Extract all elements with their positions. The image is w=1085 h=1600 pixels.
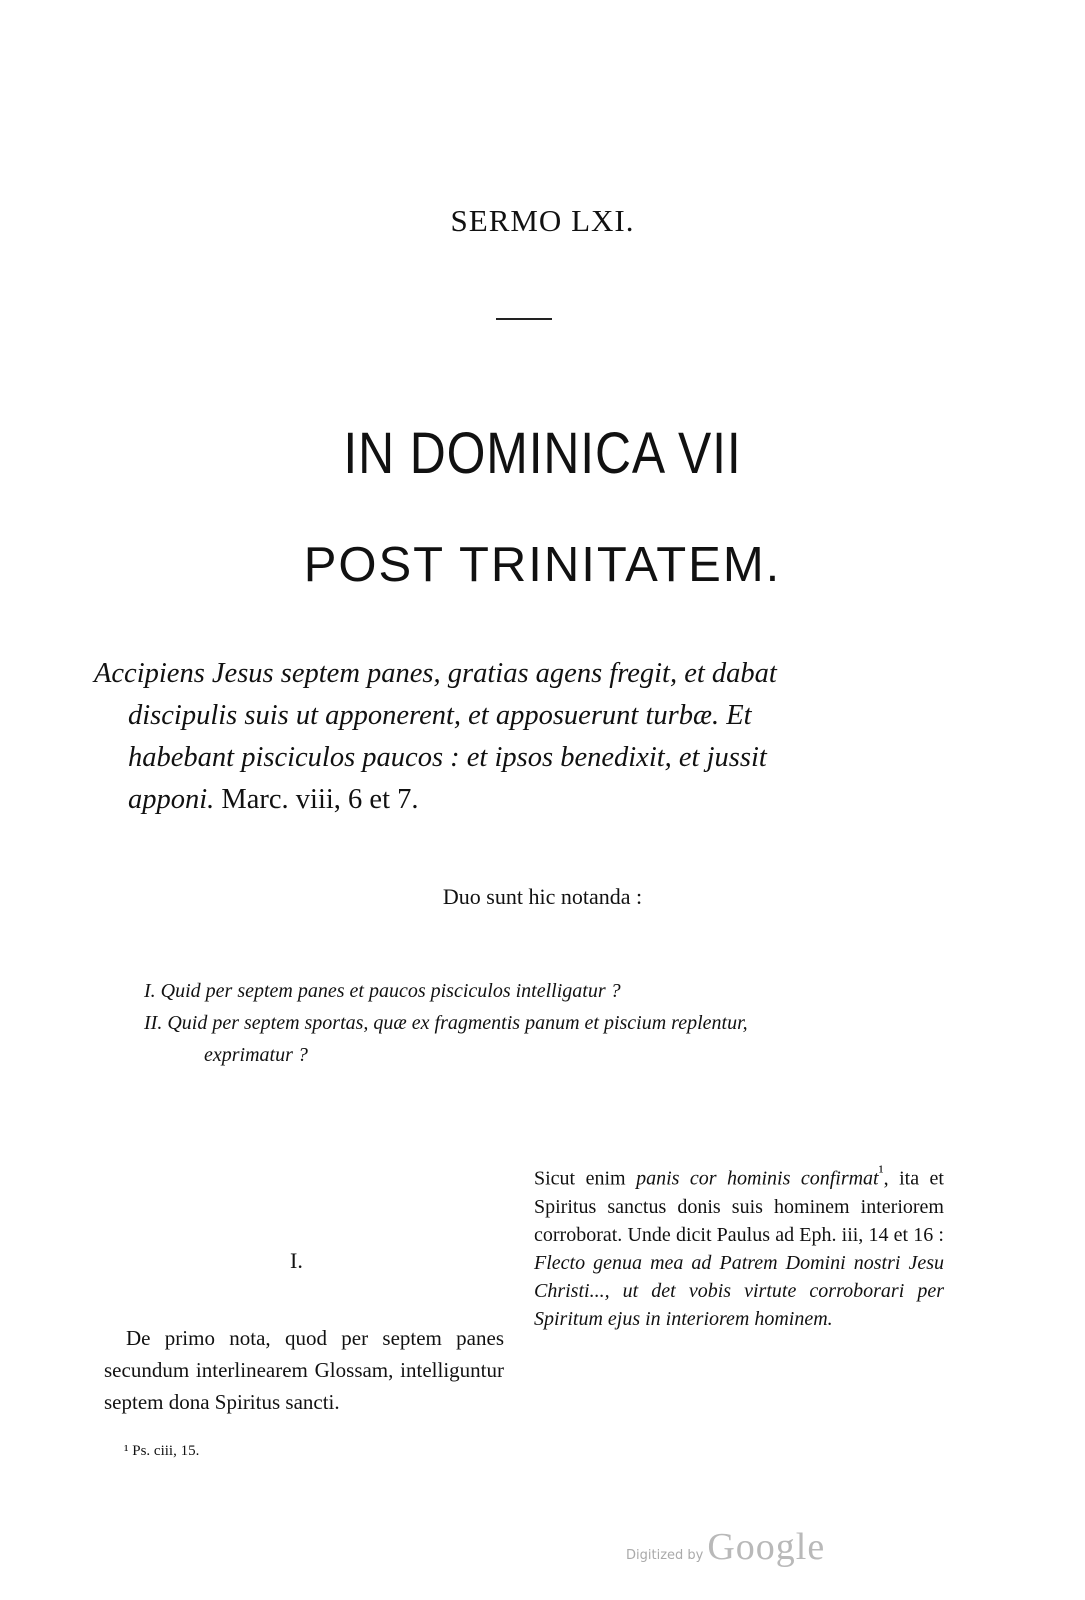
scripture-reference: Marc. viii, 6 et 7. <box>221 784 419 815</box>
epigraph-line: habebant pisciculos paucos : et ipsos benedixit, et jussit <box>128 742 767 773</box>
intro-line: Duo sunt hic notanda : <box>442 884 643 909</box>
question-2: II. Quid per septem sportas, quæ ex fragmentis panum et piscium replentur, <box>144 1012 748 1034</box>
watermark-prefix: Digitized by <box>626 1548 704 1563</box>
page-subtitle: POST TRINITATEM. <box>303 538 782 592</box>
footnote: ¹ Ps. ciii, 15. <box>124 1443 200 1459</box>
sermon-number: SERMO LXI. <box>450 203 635 238</box>
text-run: , ita et Spiritus sanctus donis suis hominem interiorem corroborat. Unde dicit Paulus ad Eph. iii, 14 et 16 : <box>534 1167 944 1246</box>
question-2-continued: exprimatur ? <box>204 1044 308 1066</box>
title-divider <box>496 318 552 320</box>
section-number: I. <box>290 1248 303 1273</box>
quotation-italic: panis cor hominis confirmat <box>636 1167 879 1190</box>
scripture-epigraph <box>94 653 949 821</box>
epigraph-line-last <box>94 779 949 821</box>
quotation-italic: Flecto genua mea ad Patrem Domini nostri Jesu Christi..., ut det vobis virtute corroborari per Spiritum ejus in interiorem hominem. <box>534 1251 944 1330</box>
text-run: Sicut enim <box>534 1167 637 1190</box>
left-column-text: De primo nota, quod per septem panes secundum interlinearem Glossam, intelliguntur septem dona Spiritus sancti. <box>104 1326 504 1414</box>
digitized-watermark <box>626 1525 825 1569</box>
google-logo: Google <box>707 1526 826 1568</box>
epigraph-line-italic: apponi. <box>128 784 215 815</box>
question-1: I. Quid per septem panes et paucos pisciculos intelligatur ? <box>144 980 621 1002</box>
right-column-text <box>534 1158 944 1333</box>
footnote-marker: ¹ <box>878 1162 884 1181</box>
epigraph-line: Accipiens Jesus septem panes, gratias agens fregit, et dabat <box>94 658 777 689</box>
page-title: IN DOMINICA VII <box>343 421 742 486</box>
epigraph-line: discipulis suis ut apponerent, et apposuerunt turbæ. Et <box>128 700 752 731</box>
question-list <box>144 975 947 1071</box>
